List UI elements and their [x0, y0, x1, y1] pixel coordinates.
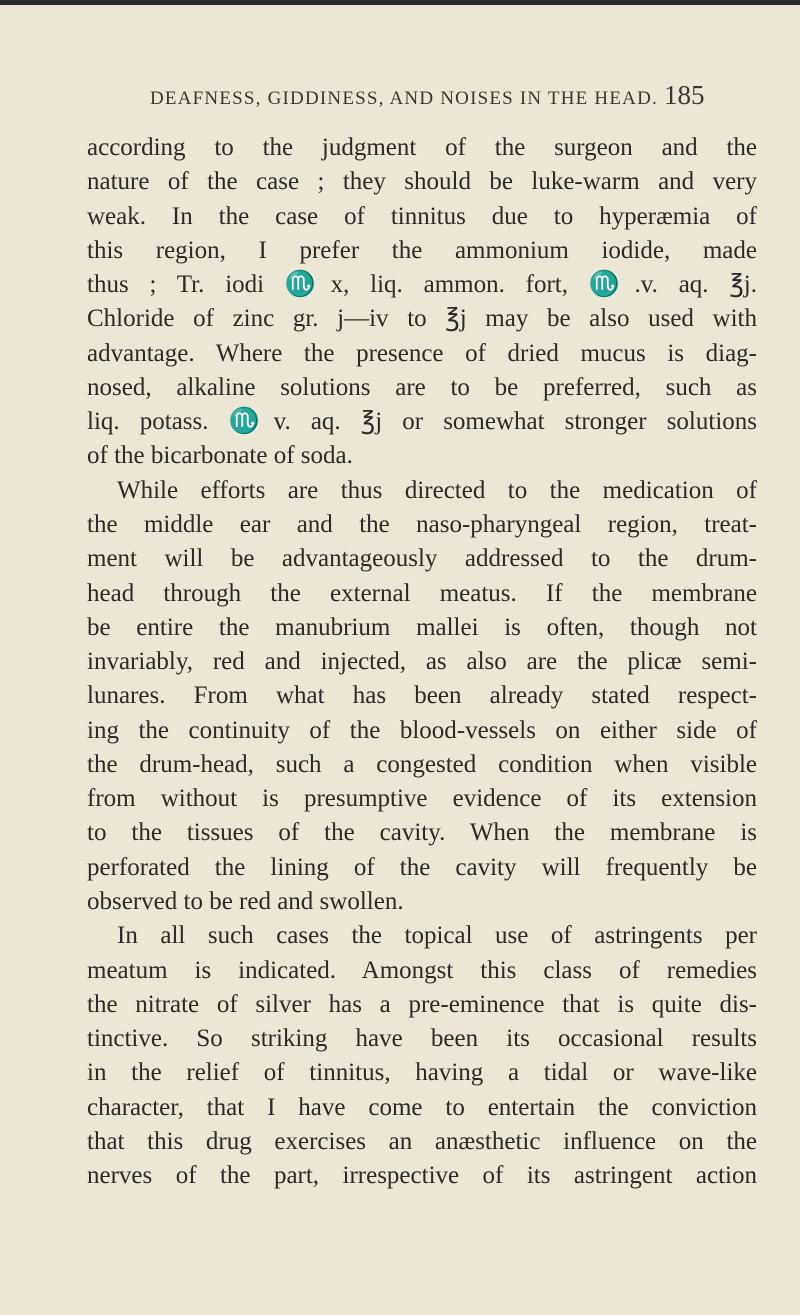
- text-line: observed to be red and swollen.: [87, 888, 404, 915]
- text-line: While efforts are thus directed to the medication of: [117, 477, 757, 504]
- text-line: liq. potass. ♏v. aq. ℥j or somewhat stronger solutions: [87, 408, 757, 435]
- text-line: perforated the lining of the cavity will frequently be: [87, 854, 757, 881]
- running-head: DEAFNESS, GIDDINESS, AND NOISES IN THE HEAD.: [150, 88, 658, 109]
- text-line: the middle ear and the naso-pharyngeal region, treat-: [87, 511, 757, 538]
- text-line: that this drug exercises an anæsthetic influence on the: [87, 1128, 757, 1155]
- text-line: invariably, red and injected, as also are the plicæ semi-: [87, 648, 757, 675]
- text-line: according to the judgment of the surgeon and the: [87, 134, 757, 161]
- text-line: lunares. From what has been already stated respect-: [87, 682, 757, 709]
- text-line: ment will be advantageously addressed to the drum-: [87, 545, 757, 572]
- page-number: 185: [664, 80, 705, 110]
- text-line: nosed, alkaline solutions are to be preferred, such as: [87, 374, 757, 401]
- text-line: weak. In the case of tinnitus due to hyperæmia of: [87, 203, 757, 230]
- text-line: the nitrate of silver has a pre-eminence that is quite dis-: [87, 991, 757, 1018]
- text-line: Chloride of zinc gr. j—iv to ℥j may be also used with: [87, 305, 757, 332]
- text-line: be entire the manubrium mallei is often, though not: [87, 614, 757, 641]
- text-line: the drum-head, such a congested condition when visible: [87, 751, 757, 778]
- text-line: In all such cases the topical use of astringents per: [117, 922, 757, 949]
- text-line: this region, I prefer the ammonium iodide, made: [87, 237, 757, 264]
- text-line: thus ; Tr. iodi ♏x, liq. ammon. fort, ♏.v. aq. ℥j.: [87, 271, 757, 298]
- text-line: to the tissues of the cavity. When the membrane is: [87, 819, 757, 846]
- text-line: in the relief of tinnitus, having a tidal or wave-like: [87, 1059, 757, 1086]
- text-line: of the bicarbonate of soda.: [87, 442, 353, 469]
- text-line: character, that I have come to entertain the conviction: [87, 1094, 757, 1121]
- text-line: advantage. Where the presence of dried mucus is diag-: [87, 340, 757, 367]
- text-line: tinctive. So striking have been its occasional results: [87, 1025, 757, 1052]
- text-line: from without is presumptive evidence of its extension: [87, 785, 757, 812]
- text-line: ing the continuity of the blood-vessels on either side of: [87, 717, 757, 744]
- text-line: nerves of the part, irrespective of its astringent action: [87, 1162, 757, 1189]
- text-line: nature of the case ; they should be luke-warm and very: [87, 168, 757, 195]
- text-line: head through the external meatus. If the membrane: [87, 580, 757, 607]
- text-line: meatum is indicated. Amongst this class of remedies: [87, 957, 757, 984]
